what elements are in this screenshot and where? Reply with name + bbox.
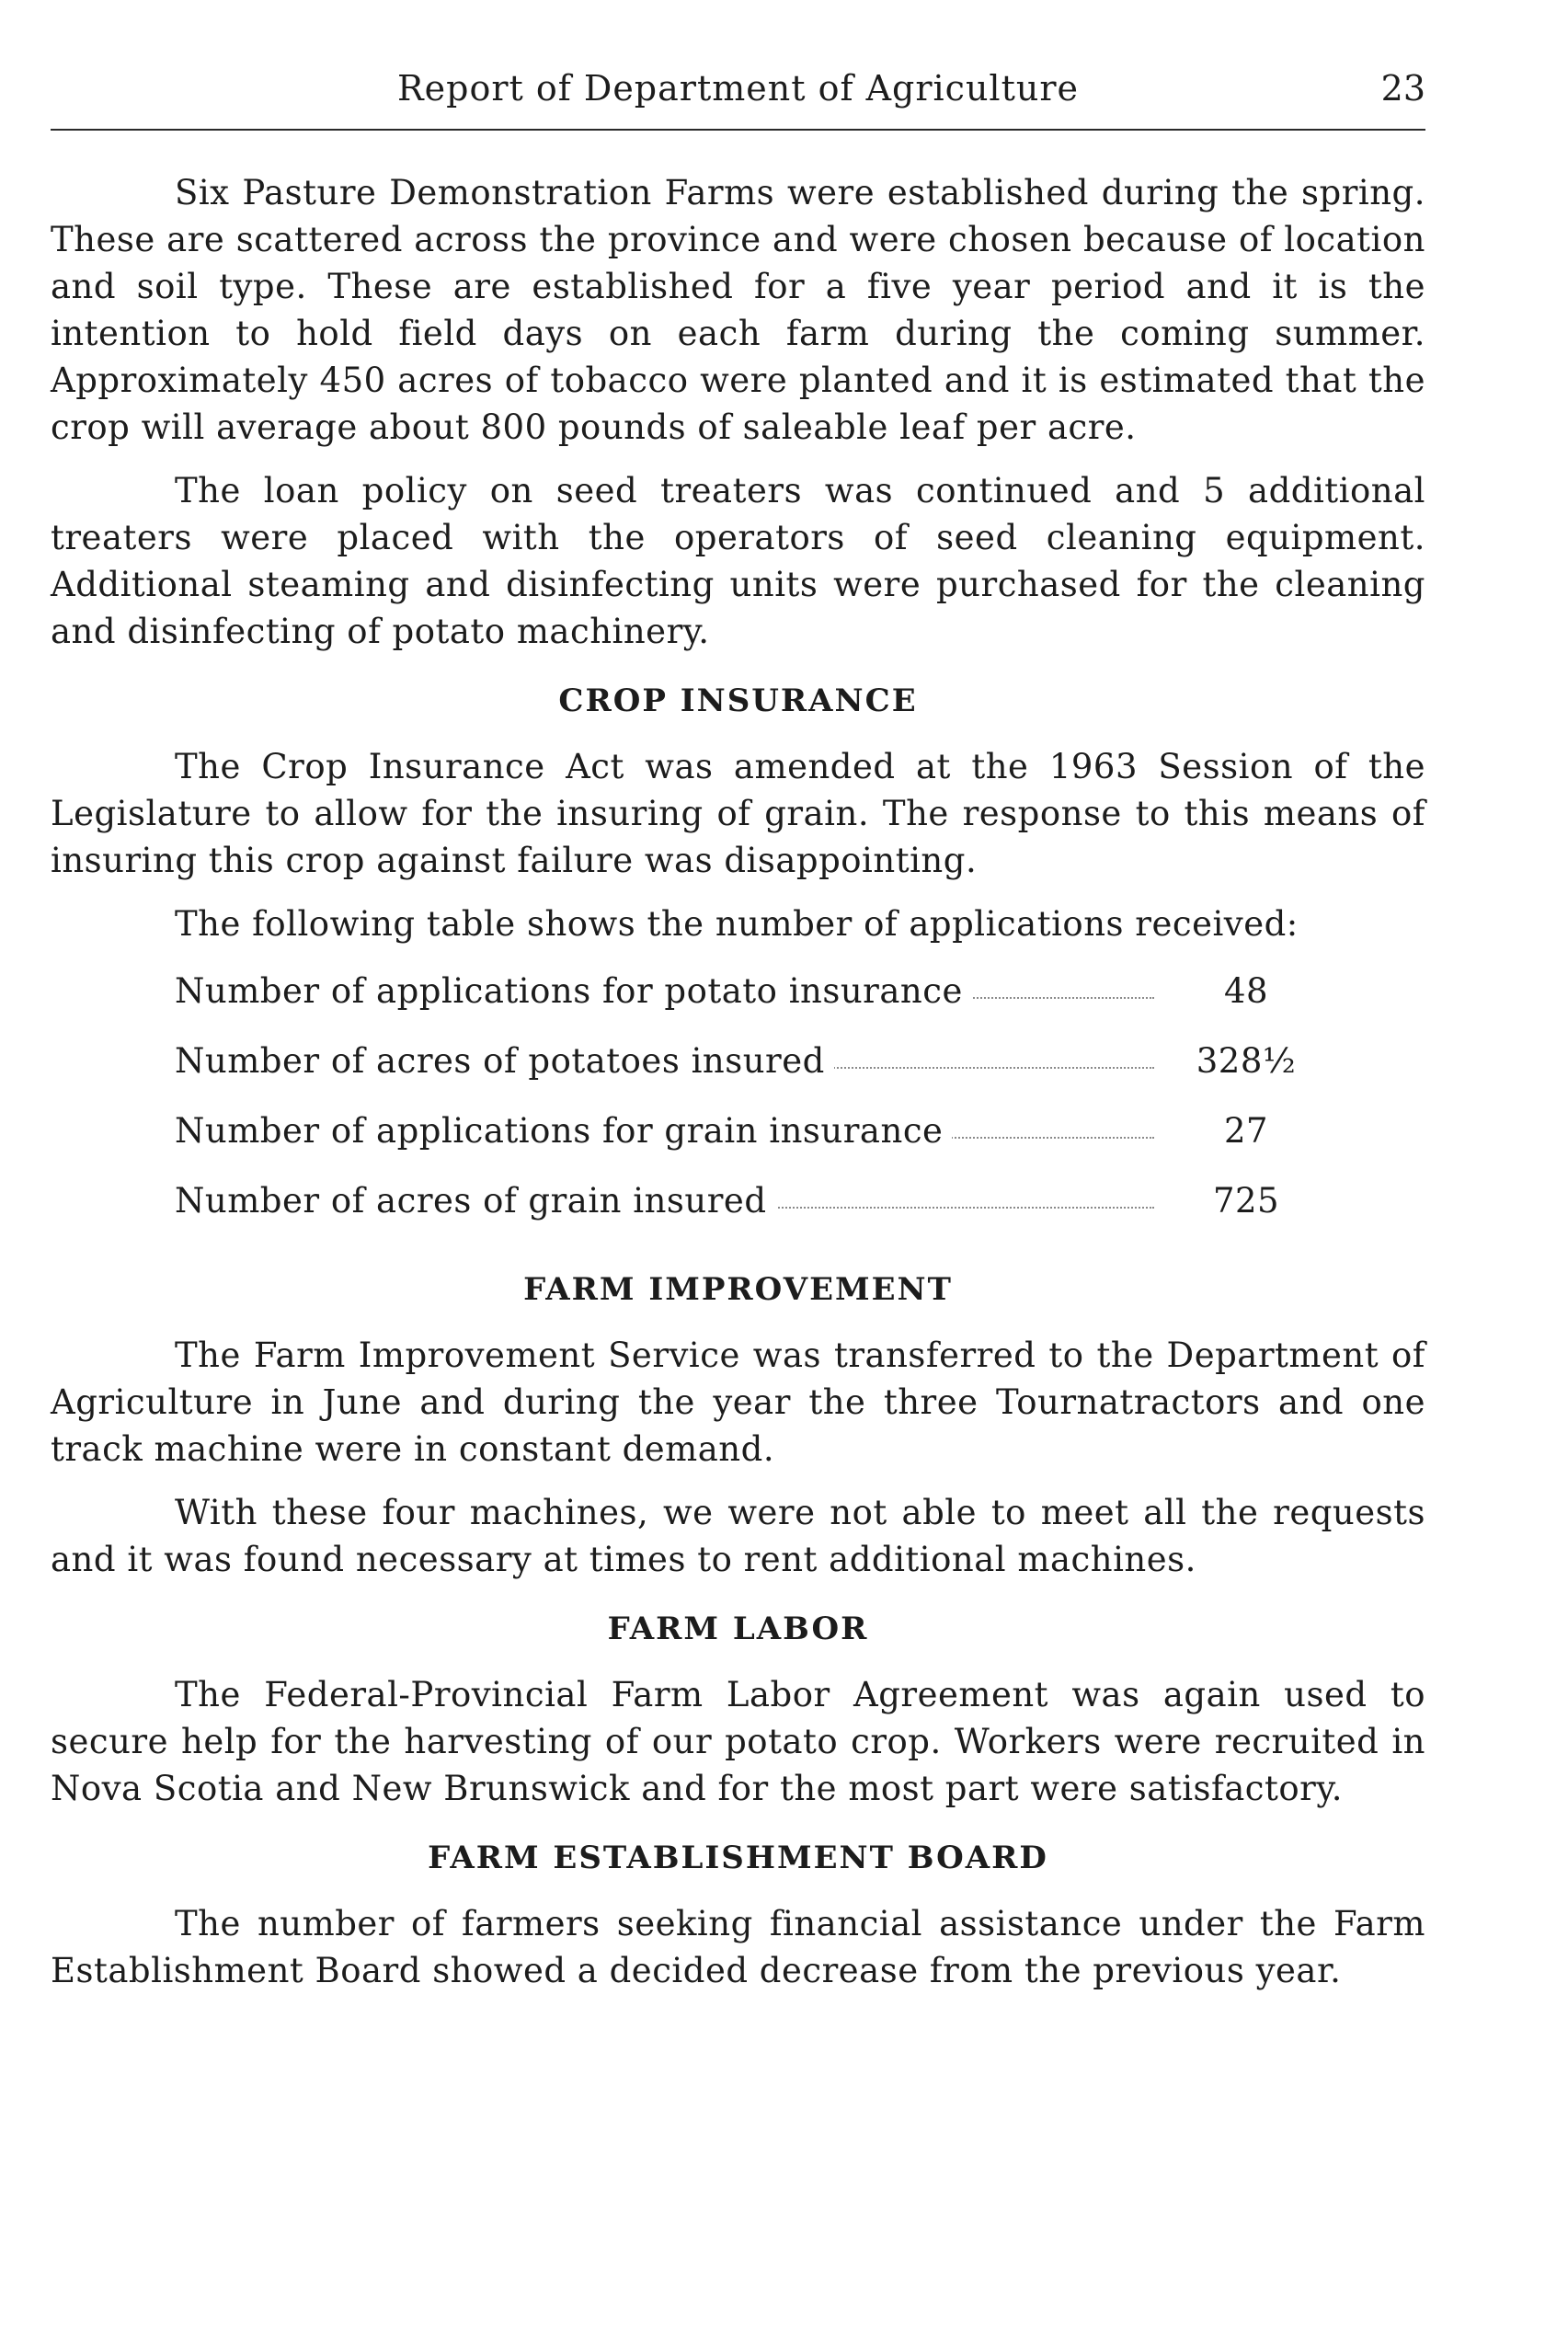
document-page [51,55,1425,2011]
paragraph-farm-establishment: The number of farmers seeking financial assistance under the Farm Establishment Board showed a decided decrease from the previous year. [51,1904,1425,1990]
row-label: Number of acres of potatoes insured [175,1041,834,1081]
paragraph-pasture-farms: Six Pasture Demonstration Farms were established during the spring. These are scattered across the province and were chosen because of location and soil type. These are established for a five year period and it is the intention to hold field days on each farm during the coming summer. Approximately 450 acres of tobacco were planted and it is estimated that the crop will average about 800 pounds of saleable leaf per acre. [51,173,1425,447]
row-label: Number of applications for grain insurance [175,1111,952,1151]
heading-crop-insurance: CROP INSURANCE [558,682,918,719]
running-header [51,55,1425,131]
page-number: 23 [1380,68,1425,109]
paragraph-table-intro: The following table shows the number of applications received: [175,904,1299,944]
table-row [51,1104,1425,1174]
paragraph-farm-labor: The Federal-Provincial Farm Labor Agreement was again used to secure help for the harvesting of our potato crop. Workers were recruited in Nova Scotia and New Brunswick and for the most part were satisfactory. [51,1675,1425,1808]
table-row [51,964,1425,1034]
paragraph-farm-improvement-1: The Farm Improvement Service was transferred to the Department of Agriculture in June and during the year the three Tournatractors and one track machine were in constant demand. [51,1335,1425,1469]
row-value: 328½ [1182,1041,1310,1081]
row-value: 725 [1182,1181,1310,1221]
paragraph-loan-policy: The loan policy on seed treaters was continued and 5 additional treaters were placed with the operators of seed cleaning equipment. Additional steaming and disinfecting units were purchased for the cleaning and disinfecting of potato machinery. [51,471,1425,651]
row-label: Number of applications for potato insurance [175,971,972,1011]
row-label: Number of acres of grain insured [175,1181,776,1221]
table-row [51,1034,1425,1104]
paragraph-farm-improvement-2: With these four machines, we were not able to meet all the requests and it was found necessary at times to rent additional machines. [51,1493,1425,1579]
row-value: 48 [1182,971,1310,1011]
running-title: Report of Department of Agriculture [397,68,1079,109]
row-value: 27 [1182,1111,1310,1151]
heading-farm-establishment-board: FARM ESTABLISHMENT BOARD [428,1840,1048,1876]
paragraph-crop-insurance: The Crop Insurance Act was amended at the 1963 Session of the Legislature to allow for the insuring of grain. The response to this means of insuring this crop against failure was disappointing. [51,747,1425,880]
table-row [51,1174,1425,1244]
heading-farm-labor: FARM LABOR [607,1611,869,1647]
applications-table [51,964,1425,1244]
heading-farm-improvement: FARM IMPROVEMENT [523,1271,953,1308]
